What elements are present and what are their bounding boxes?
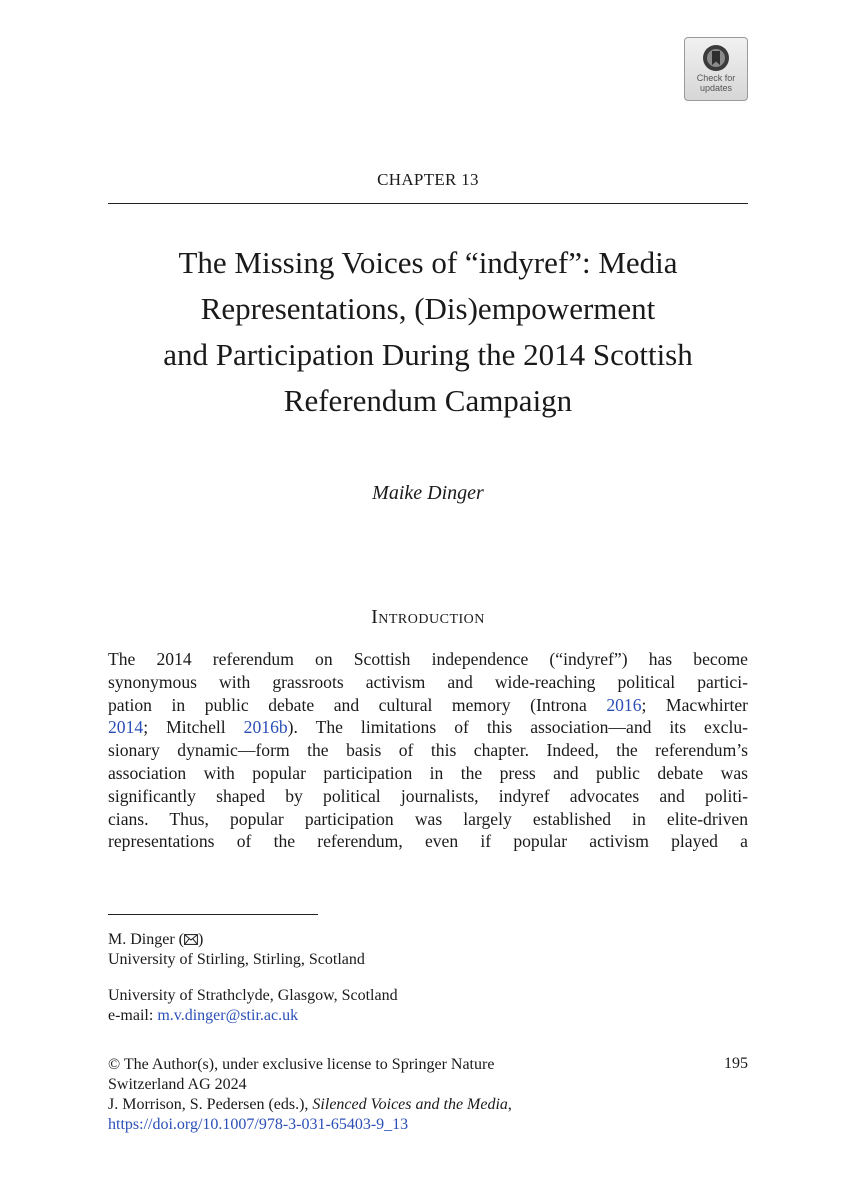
citation-line: J. Morrison, S. Pedersen (eds.), Silenced Voices and the Media, xyxy=(108,1096,512,1113)
author-contact-line: M. Dinger ( ) xyxy=(108,931,204,948)
title-line: Referendum Campaign xyxy=(283,383,573,418)
badge-line-1: Check for xyxy=(696,73,736,83)
bookmark-ribbon-icon xyxy=(701,43,731,73)
citation-link-introna-2016[interactable]: 2016 xyxy=(606,694,642,715)
citation-link-mitchell-2016b[interactable]: 2016b xyxy=(243,717,288,738)
body-line: representations of the referendum, even if popular activism played a xyxy=(108,831,748,852)
body-paragraph xyxy=(108,648,748,853)
citation-link-macwhirter-2014[interactable]: 2014 xyxy=(108,717,144,738)
copyright-line: © The Author(s), under exclusive license to Springer Nature xyxy=(108,1056,495,1073)
chapter-title xyxy=(108,240,748,424)
author-affiliation-2 xyxy=(108,986,748,1026)
page-number: 195 xyxy=(724,1055,748,1072)
chapter-rule xyxy=(108,203,748,204)
author-affiliation xyxy=(108,930,748,970)
envelope-icon[interactable] xyxy=(184,934,198,945)
body-line: The 2014 referendum on Scottish independence (“indyref”) has become xyxy=(108,649,748,669)
copyright-block xyxy=(108,1055,748,1135)
check-for-updates-badge[interactable] xyxy=(684,37,748,101)
doi-line xyxy=(108,1115,748,1135)
email-line: e-mail: m.v.dinger@stir.ac.uk xyxy=(108,1007,299,1024)
body-line: 2014; Mitchell 2016b). The limitations of this association—and its exclu- xyxy=(108,717,748,738)
body-line: association with popular participation in the press and public debate was xyxy=(108,762,748,783)
body-line: cians. Thus, popular participation was largely established in elite-driven xyxy=(108,808,748,829)
affiliation-line: University of Strathclyde, Glasgow, Scotland xyxy=(108,987,398,1004)
affiliation-line: University of Stirling, Stirling, Scotland xyxy=(108,951,365,968)
copyright-line: Switzerland AG 2024 xyxy=(108,1076,247,1093)
doi-link[interactable]: https://doi.org/10.1007/978-3-031-65403-9_13 xyxy=(108,1116,409,1133)
title-line: Representations, (Dis)empowerment xyxy=(200,291,656,326)
body-line: pation in public debate and cultural memory (Introna 2016; Macwhirter xyxy=(108,694,748,715)
book-title: Silenced Voices and the Media xyxy=(312,1096,508,1113)
author-name: Maike Dinger xyxy=(372,482,484,504)
body-line: sionary dynamic—form the basis of this chapter. Indeed, the referendum’s xyxy=(108,740,748,761)
email-link[interactable]: m.v.dinger@stir.ac.uk xyxy=(157,1007,299,1024)
title-line: The Missing Voices of “indyref”: Media xyxy=(178,245,678,280)
footnote-rule xyxy=(108,914,318,915)
body-line: significantly shaped by political journalists, indyref advocates and politi- xyxy=(108,785,748,806)
title-line: and Participation During the 2014 Scottish xyxy=(163,337,693,372)
section-heading: Introduction xyxy=(371,606,485,628)
body-line: synonymous with grassroots activism and wide-reaching political partici- xyxy=(108,671,748,692)
chapter-label: CHAPTER 13 xyxy=(377,170,479,189)
badge-line-2: updates xyxy=(699,83,733,93)
